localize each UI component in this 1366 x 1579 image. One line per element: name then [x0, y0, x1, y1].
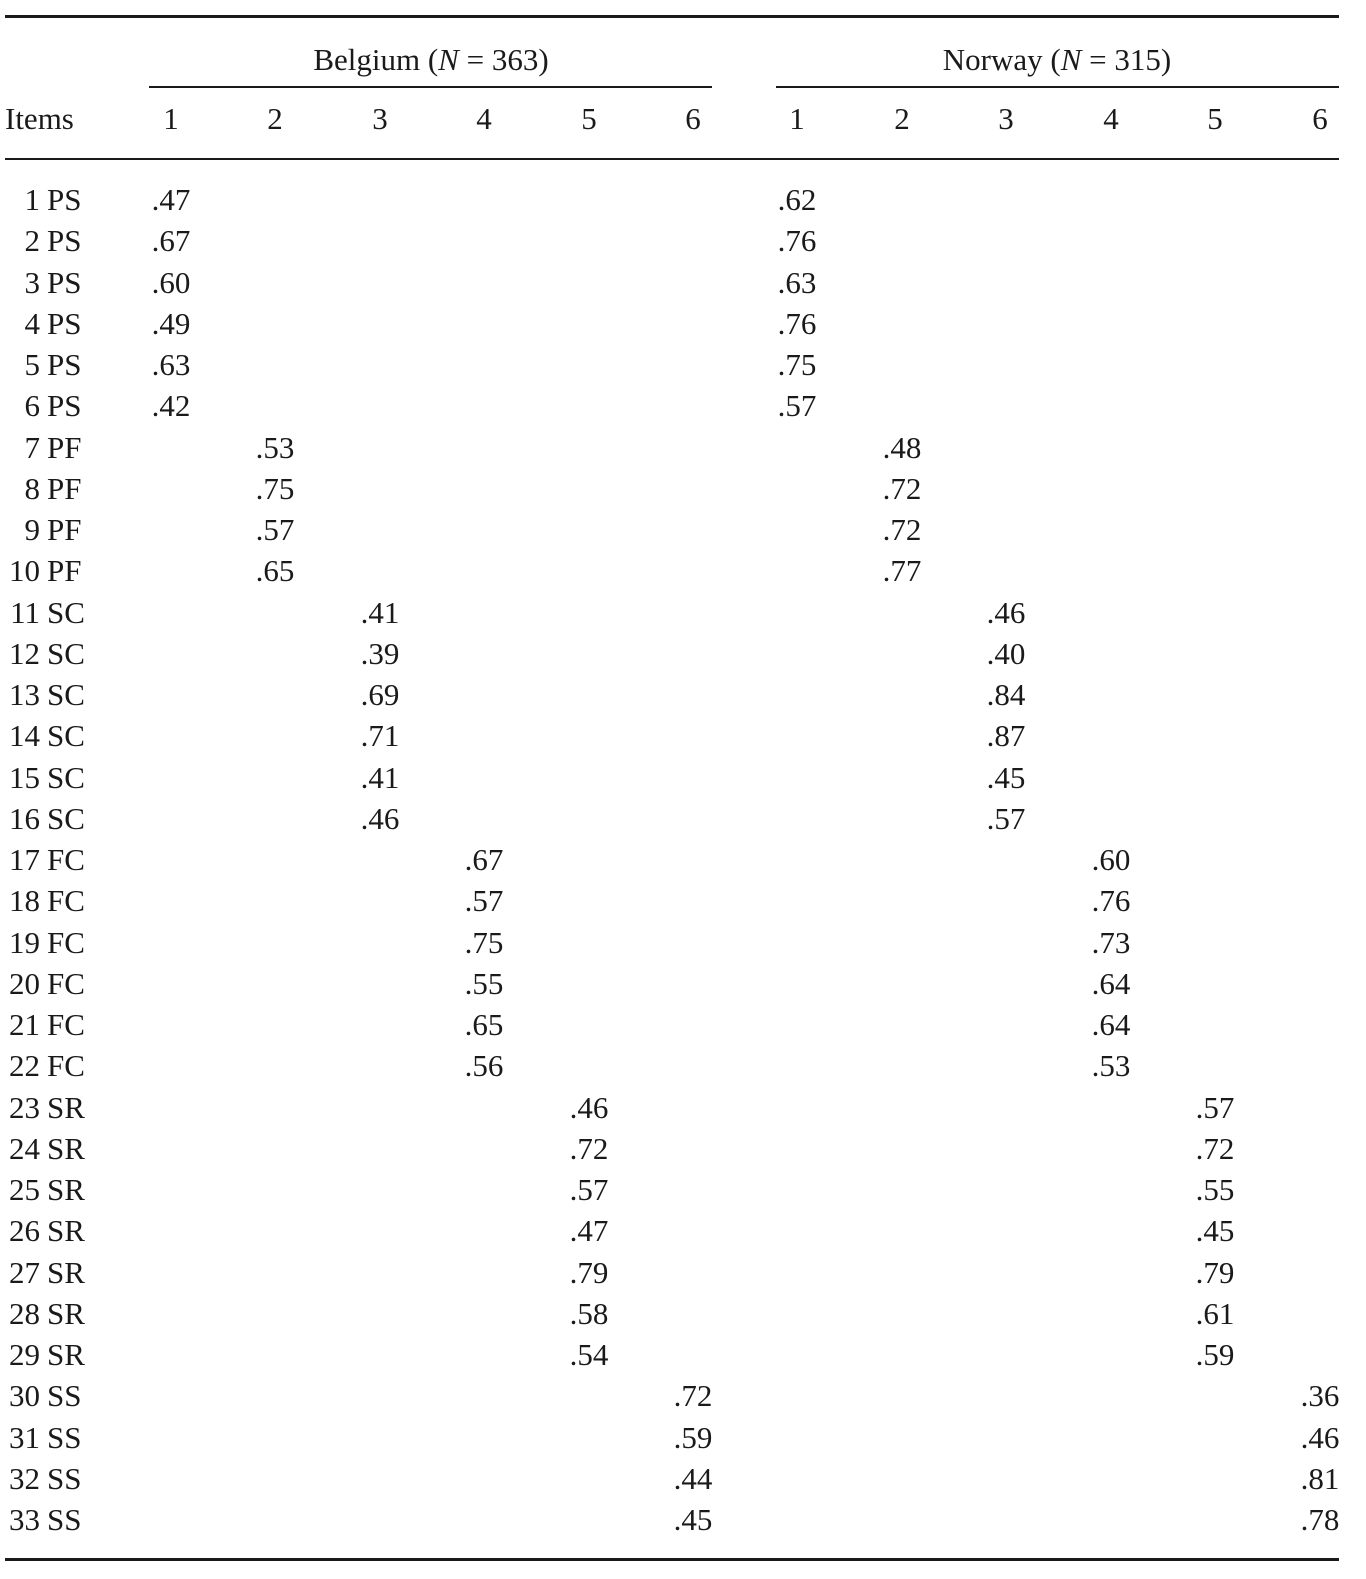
item-number: 26: [9, 1213, 40, 1249]
loading-norway: .73: [1091, 924, 1131, 960]
item-code: SR: [47, 1130, 85, 1166]
item-number: 27: [9, 1254, 40, 1290]
item-number: 21: [9, 1007, 40, 1042]
item-number: 5: [24, 347, 40, 382]
loading-belgium: .67: [464, 842, 504, 877]
loading-belgium: .59: [673, 1419, 713, 1455]
item-code: SS: [47, 1502, 82, 1537]
item-code: SS: [47, 1378, 82, 1414]
loading-belgium: .56: [464, 1048, 504, 1084]
loading-belgium: .47: [569, 1213, 609, 1249]
loading-belgium: .75: [464, 924, 504, 960]
factor-header-norway-1: 1: [789, 101, 805, 136]
item-code: SC: [47, 800, 85, 836]
item-number: 15: [9, 759, 40, 795]
loading-norway: .46: [1300, 1419, 1340, 1455]
loading-norway: .57: [1195, 1089, 1235, 1125]
item-number: 14: [9, 718, 40, 754]
loading-norway: .75: [777, 347, 817, 382]
header-rule: [5, 158, 1339, 160]
item-code: FC: [47, 1007, 85, 1042]
item-number: 16: [9, 800, 40, 836]
item-code: FC: [47, 965, 85, 1001]
item-code: FC: [47, 1048, 85, 1084]
item-number: 13: [9, 677, 40, 712]
item-number: 9: [24, 512, 40, 547]
loading-norway: .79: [1195, 1254, 1235, 1290]
loading-belgium: .65: [255, 553, 295, 589]
item-code: SC: [47, 635, 85, 671]
stub-header: Items: [5, 101, 74, 136]
loading-belgium: .60: [151, 264, 191, 300]
top-rule: [5, 15, 1339, 18]
loading-belgium: .69: [360, 677, 400, 712]
item-code: PF: [47, 553, 82, 589]
item-code: SR: [47, 1213, 85, 1249]
item-number: 24: [9, 1130, 40, 1166]
loading-norway: .45: [1195, 1213, 1235, 1249]
loading-belgium: .57: [255, 512, 295, 547]
loading-norway: .72: [882, 512, 922, 547]
factor-header-norway-5: 5: [1207, 101, 1223, 136]
factor-header-norway-2: 2: [894, 101, 910, 136]
bottom-rule: [5, 1558, 1339, 1561]
item-number: 28: [9, 1295, 40, 1331]
loading-norway: .53: [1091, 1048, 1131, 1084]
loading-norway: .59: [1195, 1337, 1235, 1372]
belgium-span-rule: [149, 86, 712, 88]
loading-norway: .40: [986, 635, 1026, 671]
item-code: FC: [47, 924, 85, 960]
loading-norway: .87: [986, 718, 1026, 754]
loading-norway: .36: [1300, 1378, 1340, 1414]
loading-belgium: .45: [673, 1502, 713, 1537]
loading-belgium: .54: [569, 1337, 609, 1372]
loading-belgium: .72: [673, 1378, 713, 1414]
loading-belgium: .72: [569, 1130, 609, 1166]
loading-norway: .72: [1195, 1130, 1235, 1166]
loading-belgium: .75: [255, 470, 295, 506]
loading-norway: .57: [777, 388, 817, 424]
item-code: SR: [47, 1089, 85, 1125]
loading-belgium: .39: [360, 635, 400, 671]
item-number: 23: [9, 1089, 40, 1125]
loading-norway: .62: [777, 182, 817, 217]
loading-norway: .76: [777, 305, 817, 341]
item-number: 3: [24, 264, 40, 300]
loading-belgium: .49: [151, 305, 191, 341]
item-code: SR: [47, 1172, 85, 1207]
loading-belgium: .47: [151, 182, 191, 217]
loading-norway: .55: [1195, 1172, 1235, 1207]
loading-belgium: .53: [255, 429, 295, 465]
loading-norway: .76: [777, 223, 817, 259]
loading-norway: .46: [986, 594, 1026, 630]
item-code: SS: [47, 1460, 82, 1496]
loading-belgium: .57: [464, 883, 504, 919]
item-number: 19: [9, 924, 40, 960]
item-code: FC: [47, 842, 85, 877]
item-number: 6: [24, 388, 40, 424]
item-number: 8: [24, 470, 40, 506]
factor-header-belgium-6: 6: [685, 101, 701, 136]
loading-norway: .84: [986, 677, 1026, 712]
loading-belgium: .67: [151, 223, 191, 259]
factor-header-belgium-2: 2: [267, 101, 283, 136]
item-code: PS: [47, 305, 82, 341]
factor-header-norway-4: 4: [1103, 101, 1119, 136]
item-number: 10: [9, 553, 40, 589]
loading-belgium: .58: [569, 1295, 609, 1331]
item-number: 17: [9, 842, 40, 877]
item-number: 31: [9, 1419, 40, 1455]
item-code: PS: [47, 182, 82, 217]
loading-belgium: .46: [569, 1089, 609, 1125]
group-header-belgium: Belgium (N = 363): [313, 42, 549, 77]
loading-norway: .57: [986, 800, 1026, 836]
loading-norway: .81: [1300, 1460, 1340, 1496]
item-code: PS: [47, 347, 82, 382]
item-number: 7: [24, 429, 40, 465]
loading-norway: .60: [1091, 842, 1131, 877]
item-number: 25: [9, 1172, 40, 1207]
loading-belgium: .63: [151, 347, 191, 382]
factor-header-belgium-5: 5: [581, 101, 597, 136]
factor-header-norway-6: 6: [1312, 101, 1328, 136]
item-code: PF: [47, 512, 82, 547]
item-code: PS: [47, 388, 82, 424]
loading-belgium: .57: [569, 1172, 609, 1207]
item-code: FC: [47, 883, 85, 919]
factor-header-belgium-1: 1: [163, 101, 179, 136]
loading-norway: .61: [1195, 1295, 1235, 1331]
item-code: SC: [47, 677, 85, 712]
loading-norway: .45: [986, 759, 1026, 795]
loading-norway: .72: [882, 470, 922, 506]
item-number: 11: [10, 594, 40, 630]
item-number: 2: [24, 223, 40, 259]
loading-belgium: .42: [151, 388, 191, 424]
loading-belgium: .41: [360, 759, 400, 795]
item-number: 32: [9, 1460, 40, 1496]
item-code: PS: [47, 223, 82, 259]
item-code: SR: [47, 1295, 85, 1331]
item-code: SC: [47, 718, 85, 754]
loading-belgium: .41: [360, 594, 400, 630]
loading-norway: .63: [777, 264, 817, 300]
loading-belgium: .65: [464, 1007, 504, 1042]
item-number: 29: [9, 1337, 40, 1372]
item-code: SC: [47, 759, 85, 795]
factor-header-belgium-4: 4: [476, 101, 492, 136]
loading-belgium: .46: [360, 800, 400, 836]
loading-norway: .64: [1091, 1007, 1131, 1042]
item-number: 12: [9, 635, 40, 671]
loading-belgium: .44: [673, 1460, 713, 1496]
loading-norway: .64: [1091, 965, 1131, 1001]
item-number: 22: [9, 1048, 40, 1084]
item-number: 18: [9, 883, 40, 919]
group-header-norway: Norway (N = 315): [942, 42, 1172, 77]
item-code: PS: [47, 264, 82, 300]
item-code: SS: [47, 1419, 82, 1455]
item-number: 4: [24, 305, 40, 341]
item-code: PF: [47, 429, 82, 465]
item-code: PF: [47, 470, 82, 506]
norway-span-rule: [776, 86, 1339, 88]
factor-header-belgium-3: 3: [372, 101, 388, 136]
item-number: 33: [9, 1502, 40, 1537]
item-code: SR: [47, 1254, 85, 1290]
loading-norway: .77: [882, 553, 922, 589]
factor-header-norway-3: 3: [998, 101, 1014, 136]
item-number: 30: [9, 1378, 40, 1414]
item-number: 20: [9, 965, 40, 1001]
item-code: SC: [47, 594, 85, 630]
loading-norway: .78: [1300, 1502, 1340, 1537]
item-code: SR: [47, 1337, 85, 1372]
loading-belgium: .55: [464, 965, 504, 1001]
item-number: 1: [24, 182, 40, 217]
loading-belgium: .79: [569, 1254, 609, 1290]
loading-norway: .76: [1091, 883, 1131, 919]
loading-norway: .48: [882, 429, 922, 465]
loading-belgium: .71: [360, 718, 400, 754]
